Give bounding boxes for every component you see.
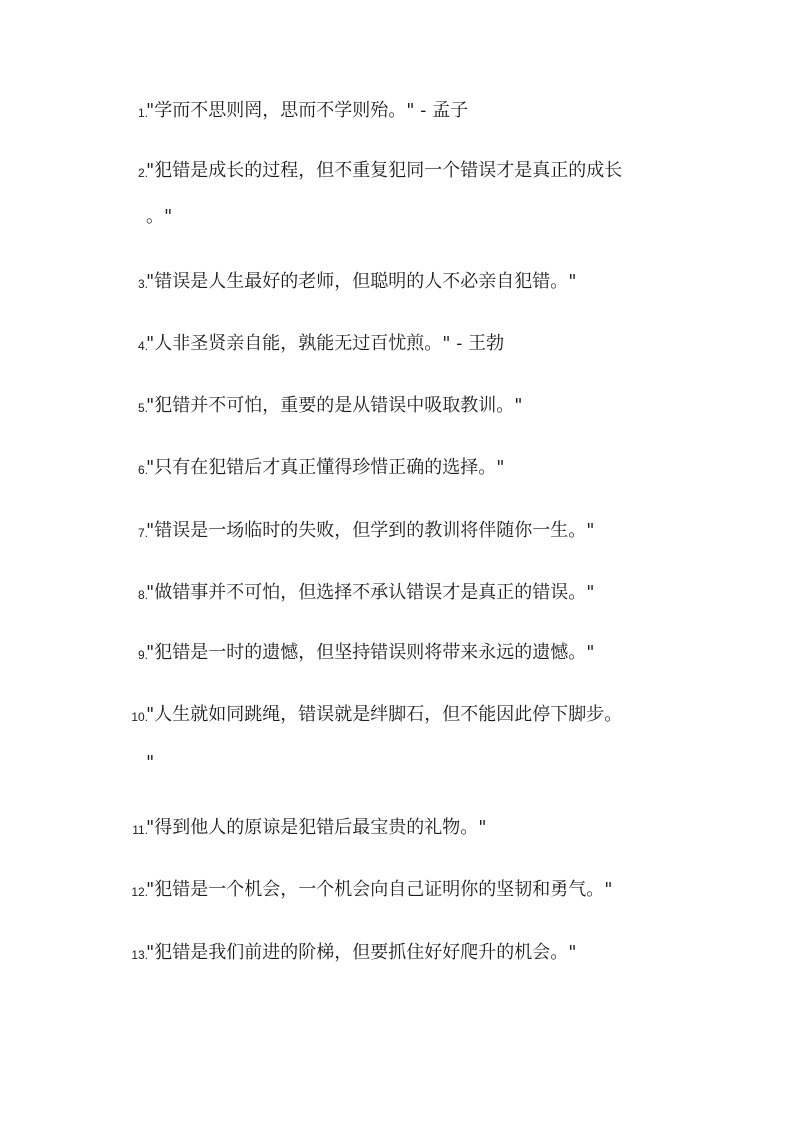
list-item-text: "做错事并不可怕，但选择不承认错误才是真正的错误。" [146,582,595,603]
list-item-text: "得到他人的原谅是犯错后最宝贵的礼物。" [146,817,487,838]
list-item-number: 1. [137,106,148,120]
list-item-text: "错误是一场临时的失败，但学到的教训将伴随你一生。" [146,520,595,541]
list-item-text: "犯错是一时的遗憾，但坚持错误则将带来永远的遗憾。" [146,642,595,663]
list-item-text: "犯错是我们前进的阶梯，但要抓住好好爬升的机会。" [146,942,577,963]
list-item-text: "犯错并不可怕，重要的是从错误中吸取教训。" [146,395,523,416]
list-item-text: "错误是人生最好的老师，但聪明的人不必亲自犯错。" [146,271,577,292]
list-item-text: "人生就如同跳绳，错误就是绊脚石，但不能因此停下脚步。 [146,704,623,725]
list-item-number: 10. [131,710,148,724]
list-item-number: 13. [131,948,148,962]
list-item-text: "犯错是成长的过程，但不重复犯同一个错误才是真正的成长 [146,160,623,181]
list-item-number: 4. [137,339,148,353]
list-item-number: 8. [137,588,148,602]
list-item-number: 9. [137,648,148,662]
list-item-text: "人非圣贤亲自能，孰能无过百忧煎。" - 王勃 [146,333,505,354]
list-item-text-continuation: 。" [146,206,173,227]
list-item-text: "学而不思则罔，思而不学则殆。" - 孟子 [146,100,469,121]
list-item-number: 11. [132,823,148,837]
list-item-number: 6. [137,463,148,477]
list-item-number: 2. [137,166,148,180]
list-item-text: "犯错是一个机会，一个机会向自己证明你的坚韧和勇气。" [146,879,613,900]
list-item-text: "只有在犯错后才真正懂得珍惜正确的选择。" [146,457,505,478]
list-item-number: 7. [137,526,148,540]
list-item-number: 12. [131,885,148,899]
list-item-text-continuation: " [146,752,155,773]
list-item-number: 5. [137,401,148,415]
list-item-number: 3. [137,277,148,291]
